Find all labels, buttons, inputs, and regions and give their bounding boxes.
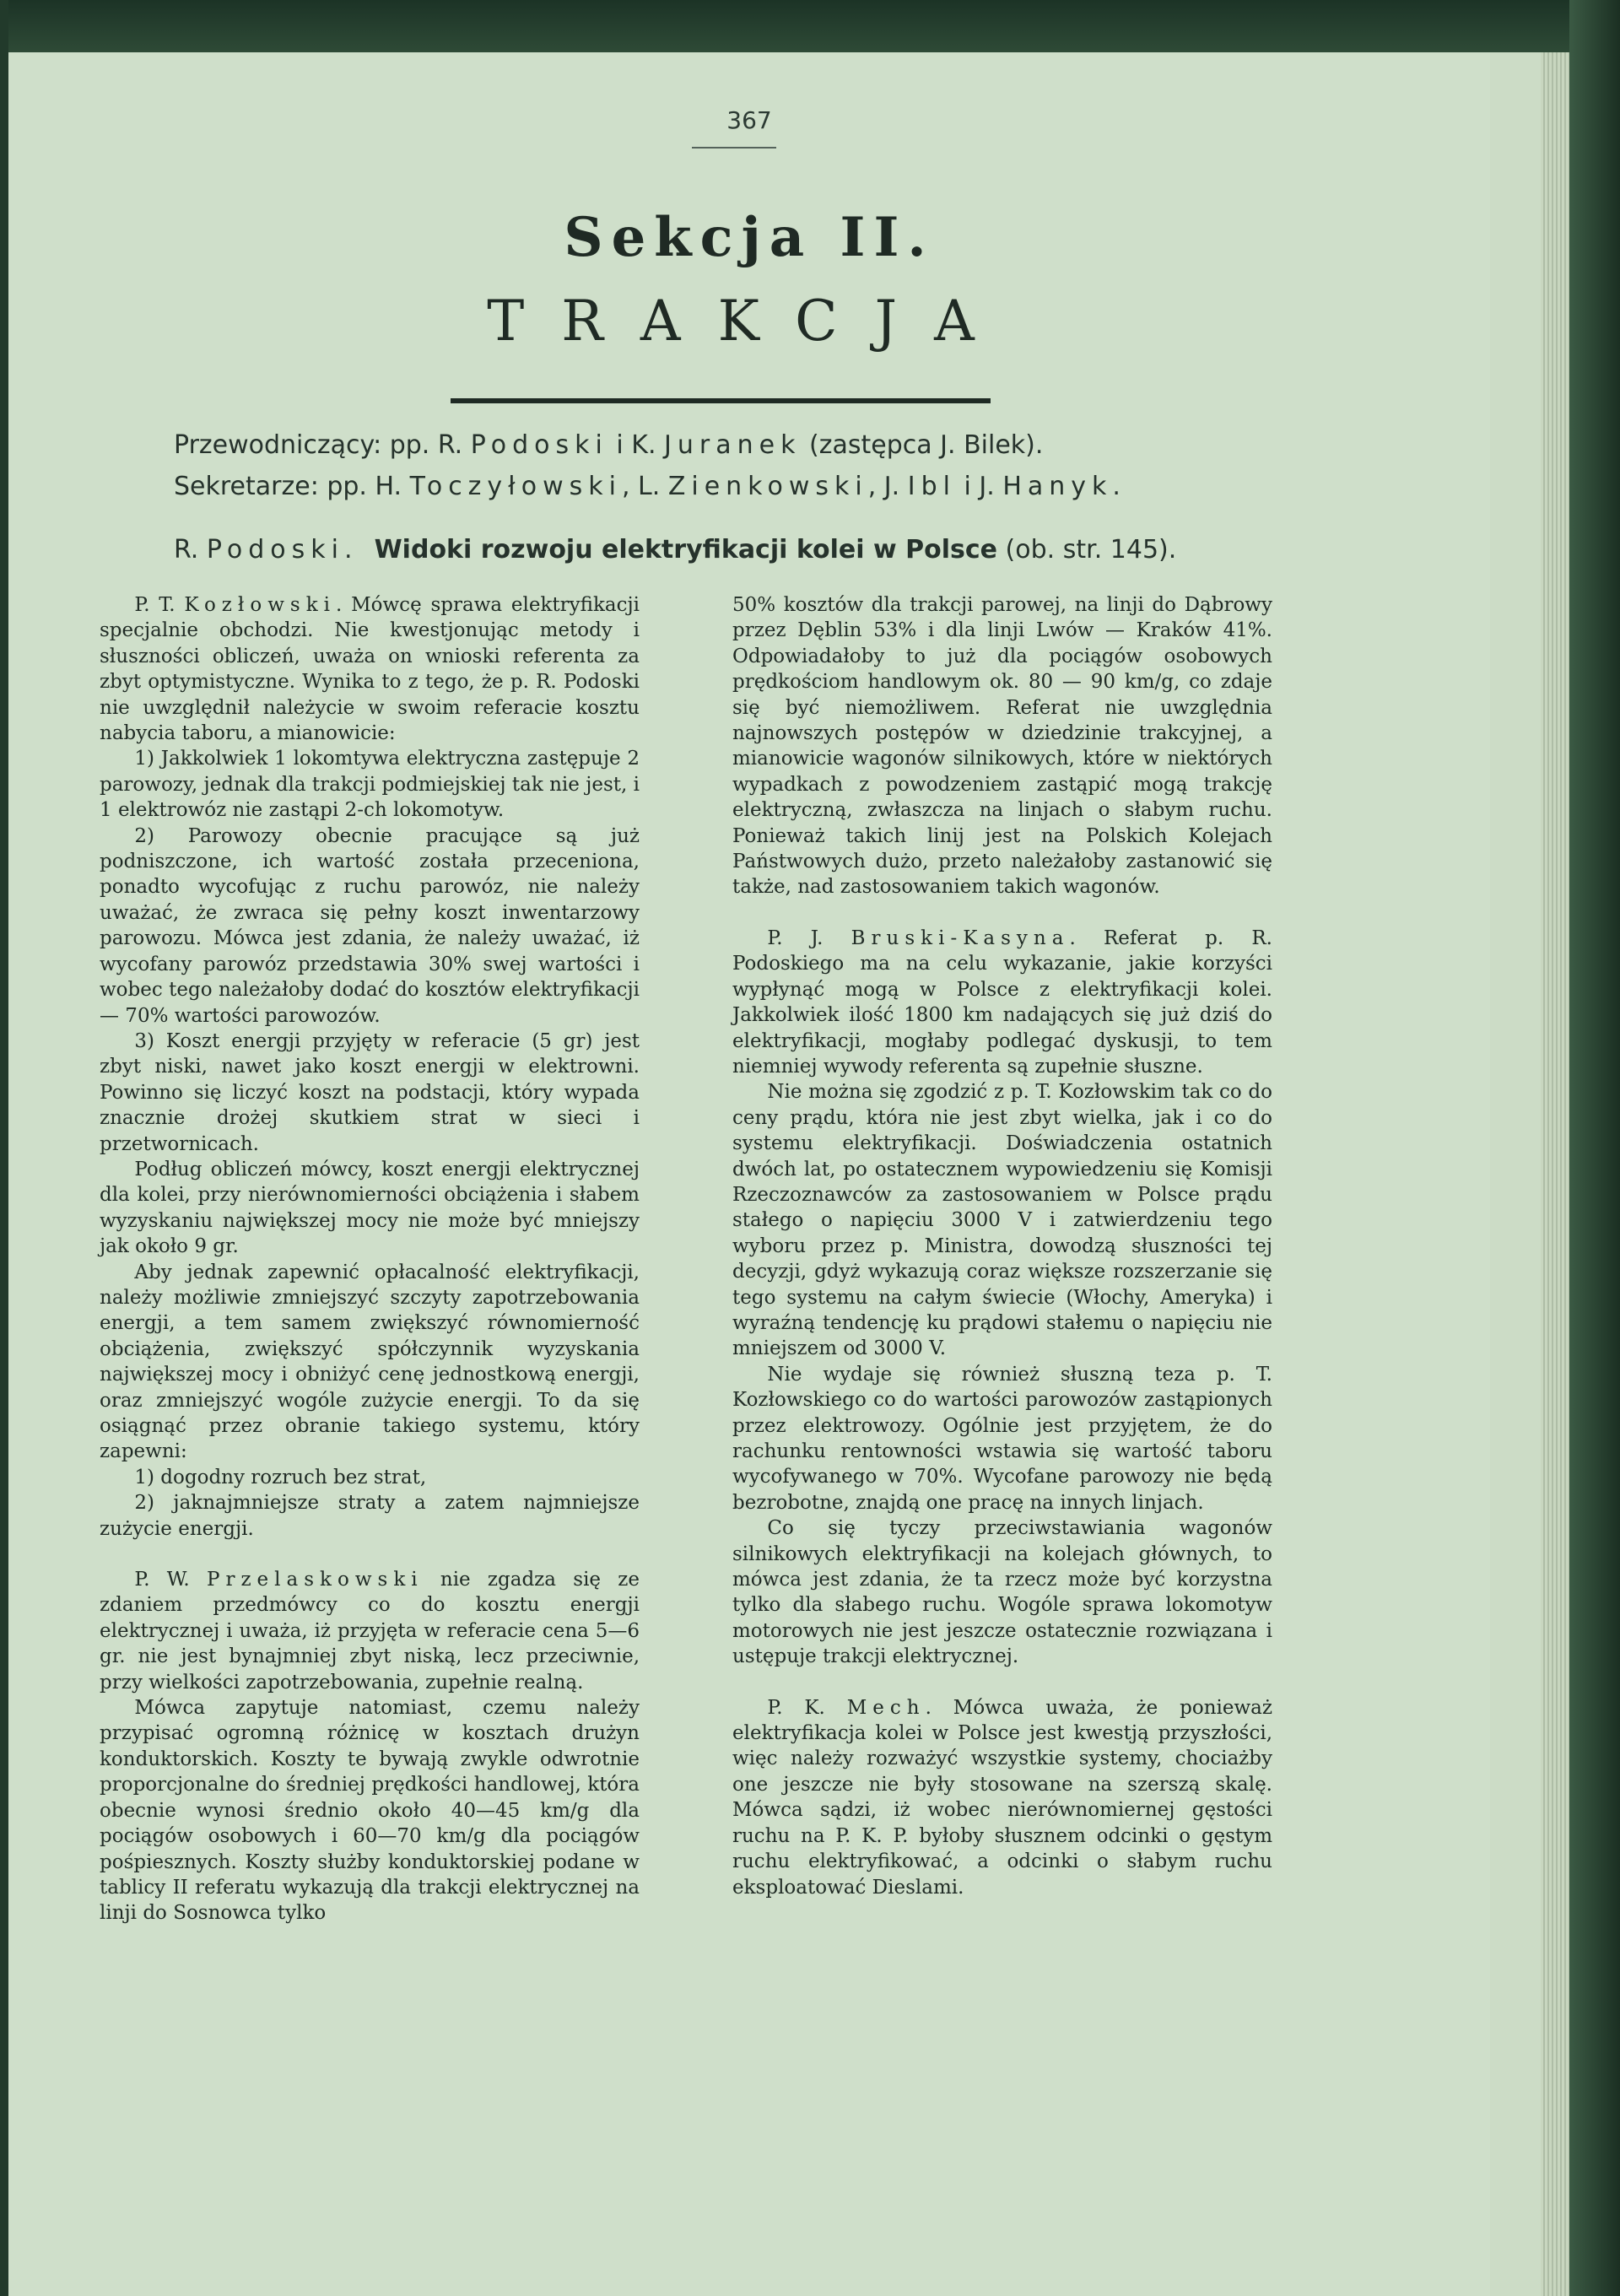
chair-name-2: Juranek <box>664 430 802 460</box>
section-title: Sekcja II. <box>564 206 935 269</box>
paper-line <box>174 535 1338 565</box>
paragraph <box>732 926 1272 1079</box>
left-column <box>100 592 640 1926</box>
paragraph: 3) Koszt energji przyjęty w referacie (5 gr) jest zbyt niski, nawet jako koszt energji w elektrowni. Powinno się liczyć koszt na podstacji, który wypada znacznie drożej skutkiem strat w sieci i przetwornicach. <box>100 1029 640 1155</box>
paragraph-text: . Referat p. R. Podoskiego ma na celu wykazanie, jakie korzyści wypłynąć mogą w Polsce z elektryfikacji kolei. Jakkolwiek ilość 1800 km nadających się już dziś do elektryfikacji, mogłaby podlegać dyskusji, to tem niemniej wywody referenta są zupełnie słuszne. <box>732 927 1272 1078</box>
paragraph: Mówca zapytuje natomiast, czemu należy przypisać ogromną różnicę w kosztach drużyn konduktorskich. Koszty te bywają zwykle odwrotnie proporcjonalne do średniej prędkości handlowej, która obecnie wynosi średnio około 40—45 km/g dla pociągów osobowych i 60—70 km/g dla pociągów pośpiesznych. Koszty służby konduktorskiej podane w tablicy II referatu wykazują dla trakcji elektrycznej na linji do Sosnowca tylko <box>100 1697 640 1925</box>
page <box>8 52 1490 2296</box>
speaker-name: Przelaskowski <box>206 1569 424 1591</box>
speaker-initial: P. K. <box>767 1696 825 1719</box>
paragraph <box>100 592 640 746</box>
paper-author: Podoski. <box>206 535 359 565</box>
speaker-name: Kozłowski <box>184 594 336 616</box>
speaker-name: Bruski-Kasyna <box>850 927 1070 949</box>
page-number: 367 <box>726 106 772 134</box>
section-subtitle: TRAKCJA <box>487 289 1012 354</box>
secretary-name-2: Zienkowski <box>667 472 868 501</box>
chairs-line <box>174 430 1338 460</box>
secretaries-label: Sekretarze: pp. H. <box>174 472 402 501</box>
secretary-name-1: Toczyłowski <box>409 472 622 501</box>
paragraph: Co się tyczy przeciwstawiania wagonów silnikowych elektryfikacji na kolejach głównych, to mówca jest zdania, że ta rzecz może być korzystna tylko dla słabego ruchu. Wogóle sprawa lokomotyw motorowych nie jest jeszcze ostatecznie rozwiązana i ustępuje trakcji elektrycznej. <box>732 1517 1272 1668</box>
paragraph <box>100 1567 640 1695</box>
secretaries-line <box>174 472 1338 501</box>
page-number-rule <box>692 147 776 149</box>
paragraph-text: . Mówcę sprawa elektryfikacji specjalnie obchodzi. Nie kwestjonując metody i słuszności obliczeń, uważa on wnioski referenta za zbyt optymistyczne. Wynika to z tego, że p. R. Podoski nie uwzględnił należycie w swoim referacie kosztu nabycia taboru, a mianowicie: <box>100 594 640 745</box>
book-cover-edge <box>1569 0 1620 2296</box>
paragraph: 1) dogodny rozruch bez strat, <box>134 1466 427 1488</box>
chair-tail: (zastępca J. Bilek). <box>809 430 1044 460</box>
paper-reference: (ob. str. 145). <box>1005 535 1177 565</box>
paragraph: 1) Jakkolwiek 1 lokomtywa elektryczna zastępuje 2 parowozy, jednak dla trakcji podmiejskiej tak nie jest, i 1 elektrowóz nie zastąpi 2-ch lokomotyw. <box>100 748 640 822</box>
scan-border-top <box>0 0 1620 52</box>
secretary-name-3: Ibl <box>907 472 956 501</box>
speaker-name: Mech <box>846 1696 926 1719</box>
paragraph: 2) Parowozy obecnie pracujące są już podniszczone, ich wartość została przeceniona, ponadto wycofując z ruchu parowóz, nie należy uważać, że zwraca się pełny koszt inwentarzowy parowozu. Mówca jest zdania, że należy uważać, iż wycofany parowóz przedstawia 30% swej wartości i wobec tego należałoby dodać do kosztów elektryfikacji — 70% wartości parowozów. <box>100 824 640 1027</box>
paragraph-text: nie zgadza się ze zdaniem przedmówcy co do kosztu energji elektrycznej i uważa, iż przyjęta w referacie cena 5—6 gr. nie jest bynajmniej zbyt niską, lecz przeciwnie, przy wielkości zapotrzebowania, zupełnie realną. <box>100 1569 640 1694</box>
secretary-name-4: Hanyk <box>1002 472 1113 501</box>
secretary-sep-1: , L. <box>621 472 661 501</box>
chair-label: Przewodniczący: pp. R. <box>174 430 463 460</box>
paper-author-initial: R. <box>174 535 199 565</box>
scan-border-left <box>0 0 8 2296</box>
secretary-tail: . <box>1112 472 1120 501</box>
paragraph: Podług obliczeń mówcy, koszt energji elektrycznej dla kolei, przy nierównomierności obciążenia i słabem wyzyskaniu największej mocy nie może być mniejszy jak około 9 gr. <box>100 1158 640 1258</box>
speaker-initial: P. T. <box>134 594 176 616</box>
paragraph-text: . Mówca uważa, że ponieważ elektryfikacja kolei w Polsce jest kwestją przyszłości, więc należy rozważyć wszystkie systemy, chociażby one jeszcze nie były stosowane na szerszą skalę. Mówca sądzi, iż wobec nierównomiernej gęstości ruchu na P. K. P. byłoby słusznem odcinki o gęstym ruchu elektryfikować, a odcinki o słabym ruchu eksploatować Dieslami. <box>732 1696 1273 1899</box>
paragraph: Aby jednak zapewnić opłacalność elektryfikacji, należy możliwie zmniejszyć szczyty zapotrzebowania energji, a tem samem zwiększyć równomierność obciążenia, zwiększyć spółczynnik wyzyskania największej mocy i obniżyć cenę jednostkową energji, oraz zmniejszyć wogóle zużycie energji. To da się osiągnąć przez obranie takiego systemu, który zapewni: <box>100 1261 640 1463</box>
secretary-sep-3: i J. <box>964 472 995 501</box>
speaker-initial: P. W. <box>134 1569 190 1591</box>
chair-name-1: Podoski <box>470 430 608 460</box>
chair-mid: i K. <box>616 430 656 460</box>
page-stack-edge <box>1541 52 1569 2296</box>
right-column <box>732 592 1272 1900</box>
paragraph <box>732 1695 1272 1900</box>
paragraph: 2) jaknajmniejsze straty a zatem najmniejsze zużycie energji. <box>100 1492 640 1540</box>
subtitle-underline <box>451 398 991 403</box>
paragraph: Nie wydaje się również słuszną teza p. T. Kozłowskiego co do wartości parowozów zastąpionych przez elektrowozy. Ogólnie jest przyjętem, że do rachunku rentowności wstawia się wartość taboru wycofywanego w 70%. Wycofane parowozy nie będą bezrobotne, znajdą one pracę na innych linjach. <box>732 1363 1272 1514</box>
paper-title: Widoki rozwoju elektryfikacji kolei w Polsce <box>374 535 997 565</box>
secretary-sep-2: , J. <box>867 472 900 501</box>
paragraph: 50% kosztów dla trakcji parowej, na linji do Dąbrowy przez Dęblin 53% i dla linji Lwów — Kraków 41%. Odpowiadałoby to już dla pociągów osobowych prędkościom handlowym ok. 80 — 90 km/g, co zdaje się być niemożliwem. Referat nie uwzględnia najnowszych postępów w dziedzinie trakcyjnej, a mianowicie wagonów silnikowych, które w niektórych wypadkach z powodzeniem zastąpić mogą trakcję elektryczną, zwłaszcza na linjach o słabym ruchu. Ponieważ takich linij jest na Polskich Kolejach Państwowych dużo, przeto należałoby zastanowić się także, nad zastosowaniem takich wagonów. <box>732 594 1272 899</box>
speaker-initial: P. J. <box>767 927 824 949</box>
paragraph: Nie można się zgodzić z p. T. Kozłowskim tak co do ceny prądu, która nie jest zbyt wielka, jak i co do systemu elektryfikacji. Doświadczenia ostatnich dwóch lat, po ostatecznem wypowiedzeniu się Komisji Rzeczoznawców za zastosowaniem w Polsce prądu stałego o napięciu 3000 V i zatwierdzeniu tego wyboru przez p. Ministra, dowodzą słuszności tej decyzji, gdyż wykazują coraz większe rozszerzanie się tego systemu na całym świecie (Włochy, Ameryka) i wyraźną tendencję ku prądowi stałemu o napięciu nie mniejszem od 3000 V. <box>732 1081 1272 1360</box>
